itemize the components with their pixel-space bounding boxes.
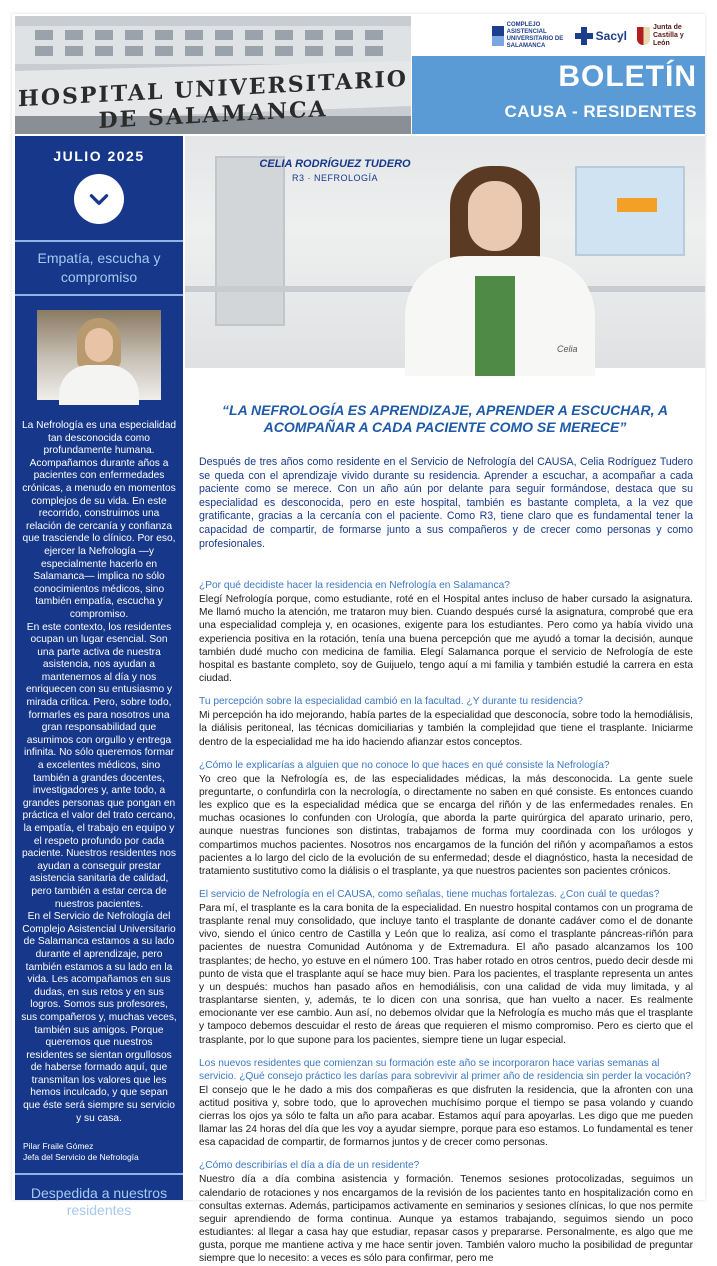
divider [15, 294, 183, 296]
answer: Yo creo que la Nefrología es, de las especialidades médicas, la más desconocida. La gente suele preguntarte, o confundirla con la necrología, o directamente no saben en qué consiste. Es entonces cuando les explico que es la especialidad médica que se encarga del riñón y de las enfermedades renales. En muchas ocasiones lo confunden con Urología, que aborda la parte quirúrgica del aparato urinario, pero, aunque nuestras funciones son distintas, trabajamos de forma muy coordinada con los urólogos y compartimos muchos pacientes. Nosotros nos encargamos de la función del riñón y acompañamos a estos pacientes a lo largo del ciclo de la evolución de su enfermedad; desde el diagnóstico, hasta la necesidad de tratamiento sustitutivo como la diálisis o el trasplante, ya que nuestros pacientes son pacientes crónicos. [199, 773, 693, 877]
complejo-logo-icon [492, 26, 504, 46]
newsletter-title: BOLETÍN [558, 60, 697, 93]
chevron-down-icon [86, 186, 112, 212]
answer: Mi percepción ha ido mejorando, había partes de la especialidad que desconocía, sobre todo la hemodiálisis, la diálisis peritoneal, las técnicas domiciliarias y también la complejidad que tiene el trasplante. Iniciarme dentro de la especialidad me ha ido haciendo afianzar estos conceptos. [199, 710, 693, 748]
editorial-paragraph: En este contexto, los residentes ocupan un lugar esencial. Son una parte activa de nuestra asistencia, nos ayudan a mantenernos al día y nos enriquecen con su entusiasmo y mirada crítica. Pero, sobre todo, formarles es para nosotros una gran responsabilidad que asumimos con orgullo y entrega infinita. No sólo queremos formar a excelentes médicos, sino también a grandes docentes, investigadores y, ante todo, a grandes personas que pongan en práctica el valor del trato cercano, la empatía, el trabajo en equipo y el respeto profundo por cada paciente. Nuestros residentes nos ayudan a conseguir prestar asistencia sanitaria de calidad, pero también a estar cerca de nuestros pacientes. [21, 621, 177, 910]
newsletter-page [12, 14, 705, 1265]
building-sign: HOSPITAL UNIVERSITARIO DE SALAMANCA [18, 65, 408, 135]
article-intro: Después de tres años como residente en el Servicio de Nefrología del CAUSA, Celia Rodríguez Tudero se queda con el aprendizaje vivido durante su residencia. Aprender a escuchar, a acompañar a cada paciente como se merece. Con un año aún por delante para seguir formándose, destaca que su especialidad es desconocida, pero en este hospital, también es bastante completa, a la vez que gratificante, gracias a la cercanía con el paciente. Como R3, tiene claro que es fundamental tener la capacidad de compartir, de formarse junto a sus compañeros y de crecer como personas y como profesionales. [199, 456, 693, 550]
interview-article [185, 370, 705, 1266]
question: El servicio de Nefrología en el CAUSA, como señalas, tiene muchas fortalezas. ¿Con cuál te quedas? [199, 888, 660, 900]
sidebar [15, 136, 183, 1219]
sacyl-cross-icon [575, 27, 593, 45]
sidebar-editorial [15, 400, 183, 1125]
editorial-paragraph: En el Servicio de Nefrología del Complejo Asistencial Universitario de Salamanca estamos a su lado durante el aprendizaje, pero también estamos a su lado en la vida. Les acompañamos en sus dudas, en sus retos y en sus logros. Somos sus profesores, sus compañeros y, muchas veces, también sus amigos. Porque queremos que nuestros residentes se sientan orgullosos de haberse formado aquí, que transmitan los valores que les hemos inculcado, y que sepan que éste será siempre su servicio y su casa. [21, 911, 177, 1124]
newsletter-title-block [412, 56, 705, 134]
wall-poster [575, 166, 685, 256]
editorial-signature [15, 1125, 183, 1163]
logo-sacyl [575, 27, 627, 45]
sidebar-next-heading: Despedida a nuestros residentes [30, 1185, 168, 1219]
answer: Para mí, el trasplante es la cara bonita de la especialidad. En nuestro hospital contamos con un programa de trasplante renal muy consolidado, que incluye tanto el trasplante de donante cadáver como el de donante vivo, siendo el único centro de Castilla y León que lo realiza, así como el trasplante páncreas-riñón para pacientes de nuestra Comunidad Autónoma y de Extremadura. El año pasado alcanzamos los 100 trasplantes; de hecho, yo estuve en el número 100. Tras haber rotado en otros centros, puedo decir desde mi punto de vista que el trasplante aquí se hace muy bien. Para los pacientes, el trasplante representa un antes y un después: muchos han pasado años en hemodiálisis, con una calidad de vida muy limitada, y al trasplantarse sienten, y, además, te lo dicen con una sonrisa, que han vuelto a nacer. Es realmente emocionante ver ese cambio. Aun así, no debemos olvidar que la Nefrología es mucho más que el trasplante y tampoco debemos descuidar el resto de áreas que requieren el mismo compromiso. Pero es cierto que el trasplante, por lo que supone para los pacientes, siempre tiene un lugar especial. [199, 902, 693, 1046]
expand-button[interactable] [74, 174, 124, 224]
junta-shield-icon [637, 27, 650, 45]
editorial-paragraph: La Nefrología es una especialidad tan desconocida como profundamente humana. Acompañamos durante años a pacientes con enfermedades crónicas, a menudo en momentos complejos de su vida. En este recorrido, construimos una relación de cercanía y confianza que trasciende lo clínico. Por eso, ejercer la Nefrología —y especialmente hacerlo en Salamanca— implica no sólo conocimientos médicos, sino también empatía, escucha y compromiso. [21, 420, 177, 620]
logo-complejo-asistencial [492, 22, 565, 50]
coat-badge: Celia [557, 344, 578, 354]
resident-name: CELIA RODRÍGUEZ TUDERO [259, 158, 411, 170]
pull-quote: “LA NEFROLOGÍA ES APRENDIZAJE, APRENDER A ESCUCHAR, A ACOMPAÑAR A CADA PACIENTE COMO SE MERECE” [222, 402, 668, 435]
answer: El consejo que le he dado a mis dos compañeras es que disfruten la residencia, que la afronten con una actitud positiva y, sobre todo, que lo aprovechen muchísimo porque el tiempo se pasa volando y cuando cierras los ojos ya sólo te falta un año para acabar. Estamos aquí para apoyarlas. Les digo que me pueden llamar las 24 horas del día que les voy a ayudar siempre, porque para eso estamos. Lo fundamental es tener esa capacidad de compartir, de formarnos juntos y de crecer como personas. [199, 1084, 693, 1149]
signature-name: Pilar Fraile Gómez [23, 1141, 94, 1152]
author-photo [37, 310, 161, 400]
qa-section [185, 579, 705, 1265]
resident-photo [185, 136, 705, 368]
logo-complejo-text: COMPLEJO ASISTENCIAL UNIVERSITARIO DE SALAMANCA [506, 22, 564, 49]
newsletter-subtitle: CAUSA - RESIDENTES [504, 102, 697, 121]
question: ¿Cómo describirías el día a día de un residente? [199, 1160, 420, 1172]
question: ¿Por qué decidiste hacer la residencia en Nefrología en Salamanca? [199, 580, 510, 592]
logo-sacyl-text: Sacyl [595, 29, 627, 43]
logo-junta-text: Junta de Castilla y León [653, 24, 684, 47]
question: ¿Cómo le explicarías a alguien que no conoce lo que haces en qué consiste la Nefrología? [199, 759, 610, 771]
issue-date: JULIO 2025 [53, 148, 145, 164]
resident-role: R3 · NEFROLOGÍA [291, 173, 378, 183]
answer: Nuestro día a día combina asistencia y formación. Tenemos sesiones protocolizadas, seguimos un calendario de rotaciones y nos encargamos de la revisión de los pacientes tanto en hospitalización como en consultas externas. Además, participamos activamente en seminarios y sesiones clínicas, lo que nos permite seguir aprendiendo de forma continua. Aunque ya estamos trabajando, seguimos siendo un poco estudiantes: al llegar a casa hay que estudiar, repasar casos y prepararse. Personalmente, es algo que me gusta, porque me mantiene activa y me hace sentir joven. También valoro mucho la posibilidad de preguntar siempre que lo necesito: a veces es sólo para confirmar, pero me [199, 1174, 693, 1265]
sidebar-topic-heading: Empatía, escucha y compromiso [37, 250, 161, 285]
signature-role: Jefa del Servicio de Nefrología [23, 1152, 139, 1163]
logo-junta-castilla-leon [637, 24, 699, 48]
institution-logos [412, 16, 705, 56]
hospital-facade-photo [15, 16, 411, 134]
answer: Elegí Nefrología porque, como estudiante, roté en el Hospital antes incluso de haber cursado la asignatura. Me llamó mucho la atención, me trataron muy bien. Cuando después cursé la asignatura, comprobé que era una especialidad compleja y, en ocasiones, exigente para los estudiantes. Pero como ya había vivido una experiencia positiva en la rotación, tenía una buena percepción que me ayudó a tomar la decisión, aunque también dudé mucho con medicina de familia. Elegí Salamanca porque el servicio de Nefrología de este hospital es bastante completo, soy de Guijuelo, tengo aquí a mi familia y también estudié la carrera en esta ciudad. [199, 594, 693, 685]
question: Los nuevos residentes que comienzan su formación este año se incorporaron hace varias semanas al servicio. ¿Qué consejo práctico les darías para sobrevivir al primer año de residencia sin perder la vocación? [199, 1057, 692, 1082]
question: Tu percepción sobre la especialidad cambió en la facultad. ¿Y durante tu residencia? [199, 696, 583, 708]
